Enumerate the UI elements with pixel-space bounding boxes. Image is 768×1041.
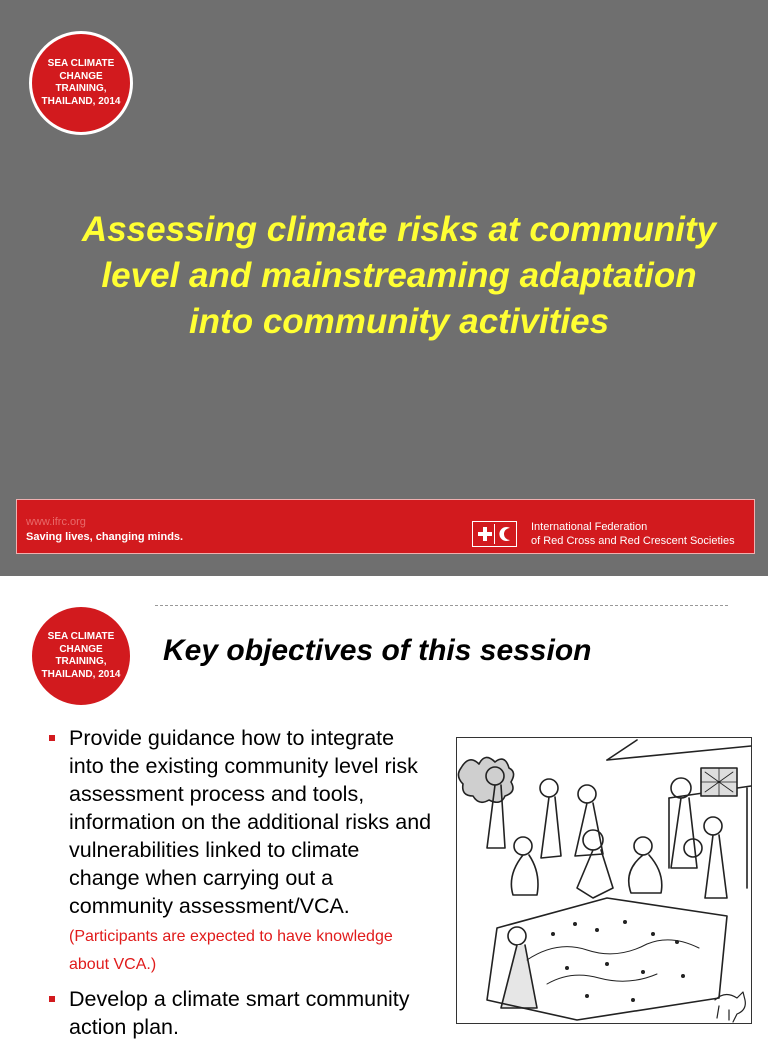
bullet-square-icon xyxy=(49,996,55,1002)
training-badge xyxy=(29,604,133,708)
objectives-slide xyxy=(0,576,768,1039)
training-badge xyxy=(29,31,133,135)
footer-bar xyxy=(16,499,755,554)
bullet-square-icon xyxy=(49,735,55,741)
objective-text: Develop a climate smart community action plan. xyxy=(69,987,410,1039)
badge-line: TRAINING, xyxy=(55,83,107,94)
slide-title xyxy=(30,207,768,345)
footer-url-link[interactable]: www.ifrc.org xyxy=(26,516,86,528)
badge-text xyxy=(37,631,125,681)
ifrc-cross-crescent-icon xyxy=(472,521,517,547)
list-item xyxy=(48,724,433,976)
objective-note: (Participants are expected to have knowledge about VCA.) xyxy=(69,928,393,973)
badge-line: THAILAND, 2014 xyxy=(41,668,121,680)
title-line: level and mainstreaming adaptation xyxy=(101,256,697,295)
badge-line: SEA CLIMATE xyxy=(47,631,115,642)
community-drawing-illustration xyxy=(456,737,752,1024)
objective-text: Provide guidance how to integrate into the existing community level risk assessment process and tools, information on the additional risks and vulnerabilities linked to climate change when carrying out a community assessment/VCA. xyxy=(69,726,432,918)
objectives-list xyxy=(48,724,433,1041)
org-name-line: International Federation xyxy=(531,521,648,533)
title-line: into community activities xyxy=(188,302,610,341)
org-name-line: of Red Cross and Red Crescent Societies xyxy=(531,535,735,547)
badge-line: THAILAND, 2014 xyxy=(41,95,121,107)
divider xyxy=(155,605,728,606)
footer-slogan: Saving lives, changing minds. xyxy=(26,531,184,543)
title-line: Assessing climate risks at community xyxy=(81,210,717,249)
slide-title: Key objectives of this session xyxy=(163,634,592,667)
badge-line: TRAINING, xyxy=(55,656,107,667)
list-item xyxy=(48,985,433,1041)
badge-line: CHANGE xyxy=(59,70,103,82)
badge-line: CHANGE xyxy=(59,643,103,655)
badge-line: SEA CLIMATE xyxy=(47,58,115,69)
badge-text xyxy=(37,58,125,108)
